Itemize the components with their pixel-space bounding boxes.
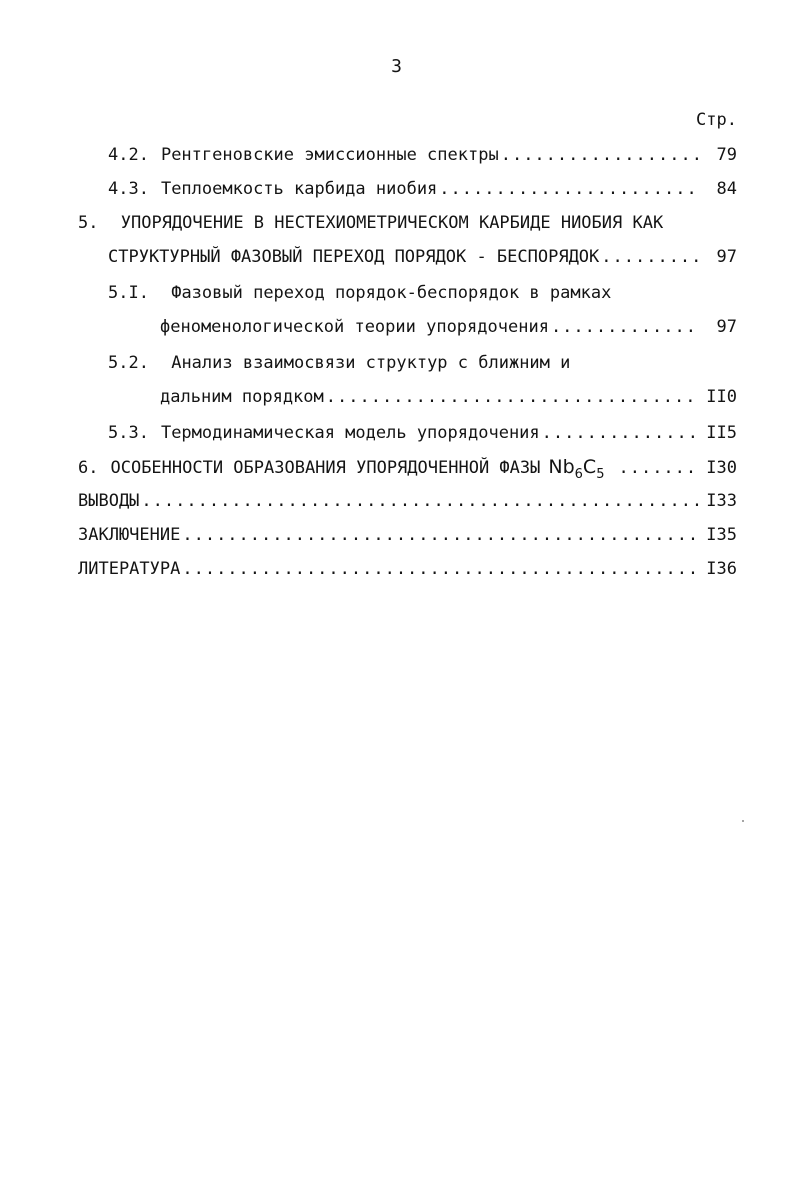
- dot-leader: [182, 522, 699, 548]
- toc-entry-5-continuation[interactable]: [108, 244, 737, 270]
- toc-entry-5-2[interactable]: [108, 350, 737, 376]
- toc-entry-page: II0: [706, 387, 737, 407]
- dot-leader: [542, 420, 699, 446]
- toc-entry-page: 97: [716, 247, 737, 267]
- toc-entry-title: ОСОБЕННОСТИ ОБРАЗОВАНИЯ УПОРЯДОЧЕННОЙ ФАЗЫ: [110, 458, 541, 478]
- dot-leader: [439, 176, 699, 202]
- toc-entry-title: УПОРЯДОЧЕНИЕ В НЕСТЕХИОМЕТРИЧЕСКОМ КАРБИДЕ НИОБИЯ КАК: [120, 213, 664, 233]
- toc-entry-page: I30: [706, 458, 737, 478]
- toc-entry-page: I33: [706, 491, 737, 511]
- toc-entry-title: дальним порядком: [160, 387, 324, 407]
- toc-entry-conclusions[interactable]: [78, 488, 737, 514]
- toc-entry-number: 5.2.: [108, 353, 149, 373]
- dot-leader: [326, 384, 699, 410]
- toc-entry-title: СТРУКТУРНЫЙ ФАЗОВЫЙ ПЕРЕХОД ПОРЯДОК - БЕСПОРЯДОК: [108, 247, 600, 267]
- toc-entry-title: Анализ взаимосвязи структур с ближним и: [171, 353, 571, 373]
- dot-leader: [601, 244, 699, 270]
- toc-entry-4-3[interactable]: [108, 176, 737, 202]
- toc-entry-number: 5.3.: [108, 423, 149, 443]
- chemical-formula: $Nb_6C_5$: [548, 456, 605, 482]
- toc-entry-page: I36: [706, 559, 737, 579]
- toc-entry-number: 5.: [78, 213, 99, 233]
- toc-entry-page: 79: [716, 145, 737, 165]
- toc-entry-title: ВЫВОДЫ: [78, 491, 140, 511]
- toc-entry-5-1-continuation[interactable]: [160, 314, 737, 340]
- dot-leader: [551, 314, 699, 340]
- dot-leader: [141, 488, 699, 514]
- scan-speck: [742, 820, 744, 822]
- pages-column-header: Стр.: [696, 110, 737, 130]
- toc-entry-title: феноменологической теории упорядочения: [160, 317, 549, 337]
- toc-entry-5-2-continuation[interactable]: [160, 384, 737, 410]
- toc-entry-page: I35: [706, 525, 737, 545]
- toc-entry-title: Рентгеновские эмиссионные спектры: [160, 145, 499, 165]
- dot-leader: [618, 455, 699, 481]
- toc-entry-title: Теплоемкость карбида ниобия: [160, 179, 438, 199]
- toc-entry-5-3[interactable]: [108, 420, 737, 446]
- toc-entry-6[interactable]: [78, 454, 737, 484]
- toc-entry-page: II5: [706, 423, 737, 443]
- toc-entry-5[interactable]: [78, 210, 737, 236]
- toc-entry-page: 84: [716, 179, 737, 199]
- toc-entry-summary[interactable]: [78, 522, 737, 548]
- toc-entry-title: Термодинамическая модель упорядочения: [160, 423, 540, 443]
- toc-entry-number: 4.2.: [108, 145, 149, 165]
- toc-entry-5-1[interactable]: [108, 280, 737, 306]
- toc-entry-references[interactable]: [78, 556, 737, 582]
- toc-entry-title: ЗАКЛЮЧЕНИЕ: [78, 525, 181, 545]
- toc-entry-title: ЛИТЕРАТУРА: [78, 559, 181, 579]
- page-number: 3: [391, 56, 402, 77]
- dot-leader: [501, 142, 699, 168]
- dot-leader: [182, 556, 699, 582]
- toc-entry-number: 4.3.: [108, 179, 149, 199]
- toc-entry-number: 5.I.: [108, 283, 149, 303]
- toc-entry-4-2[interactable]: [108, 142, 737, 168]
- toc-entry-title: Фазовый переход порядок-беспорядок в рамках: [171, 283, 612, 303]
- toc-entry-number: 6.: [78, 458, 99, 478]
- toc-entry-page: 97: [716, 317, 737, 337]
